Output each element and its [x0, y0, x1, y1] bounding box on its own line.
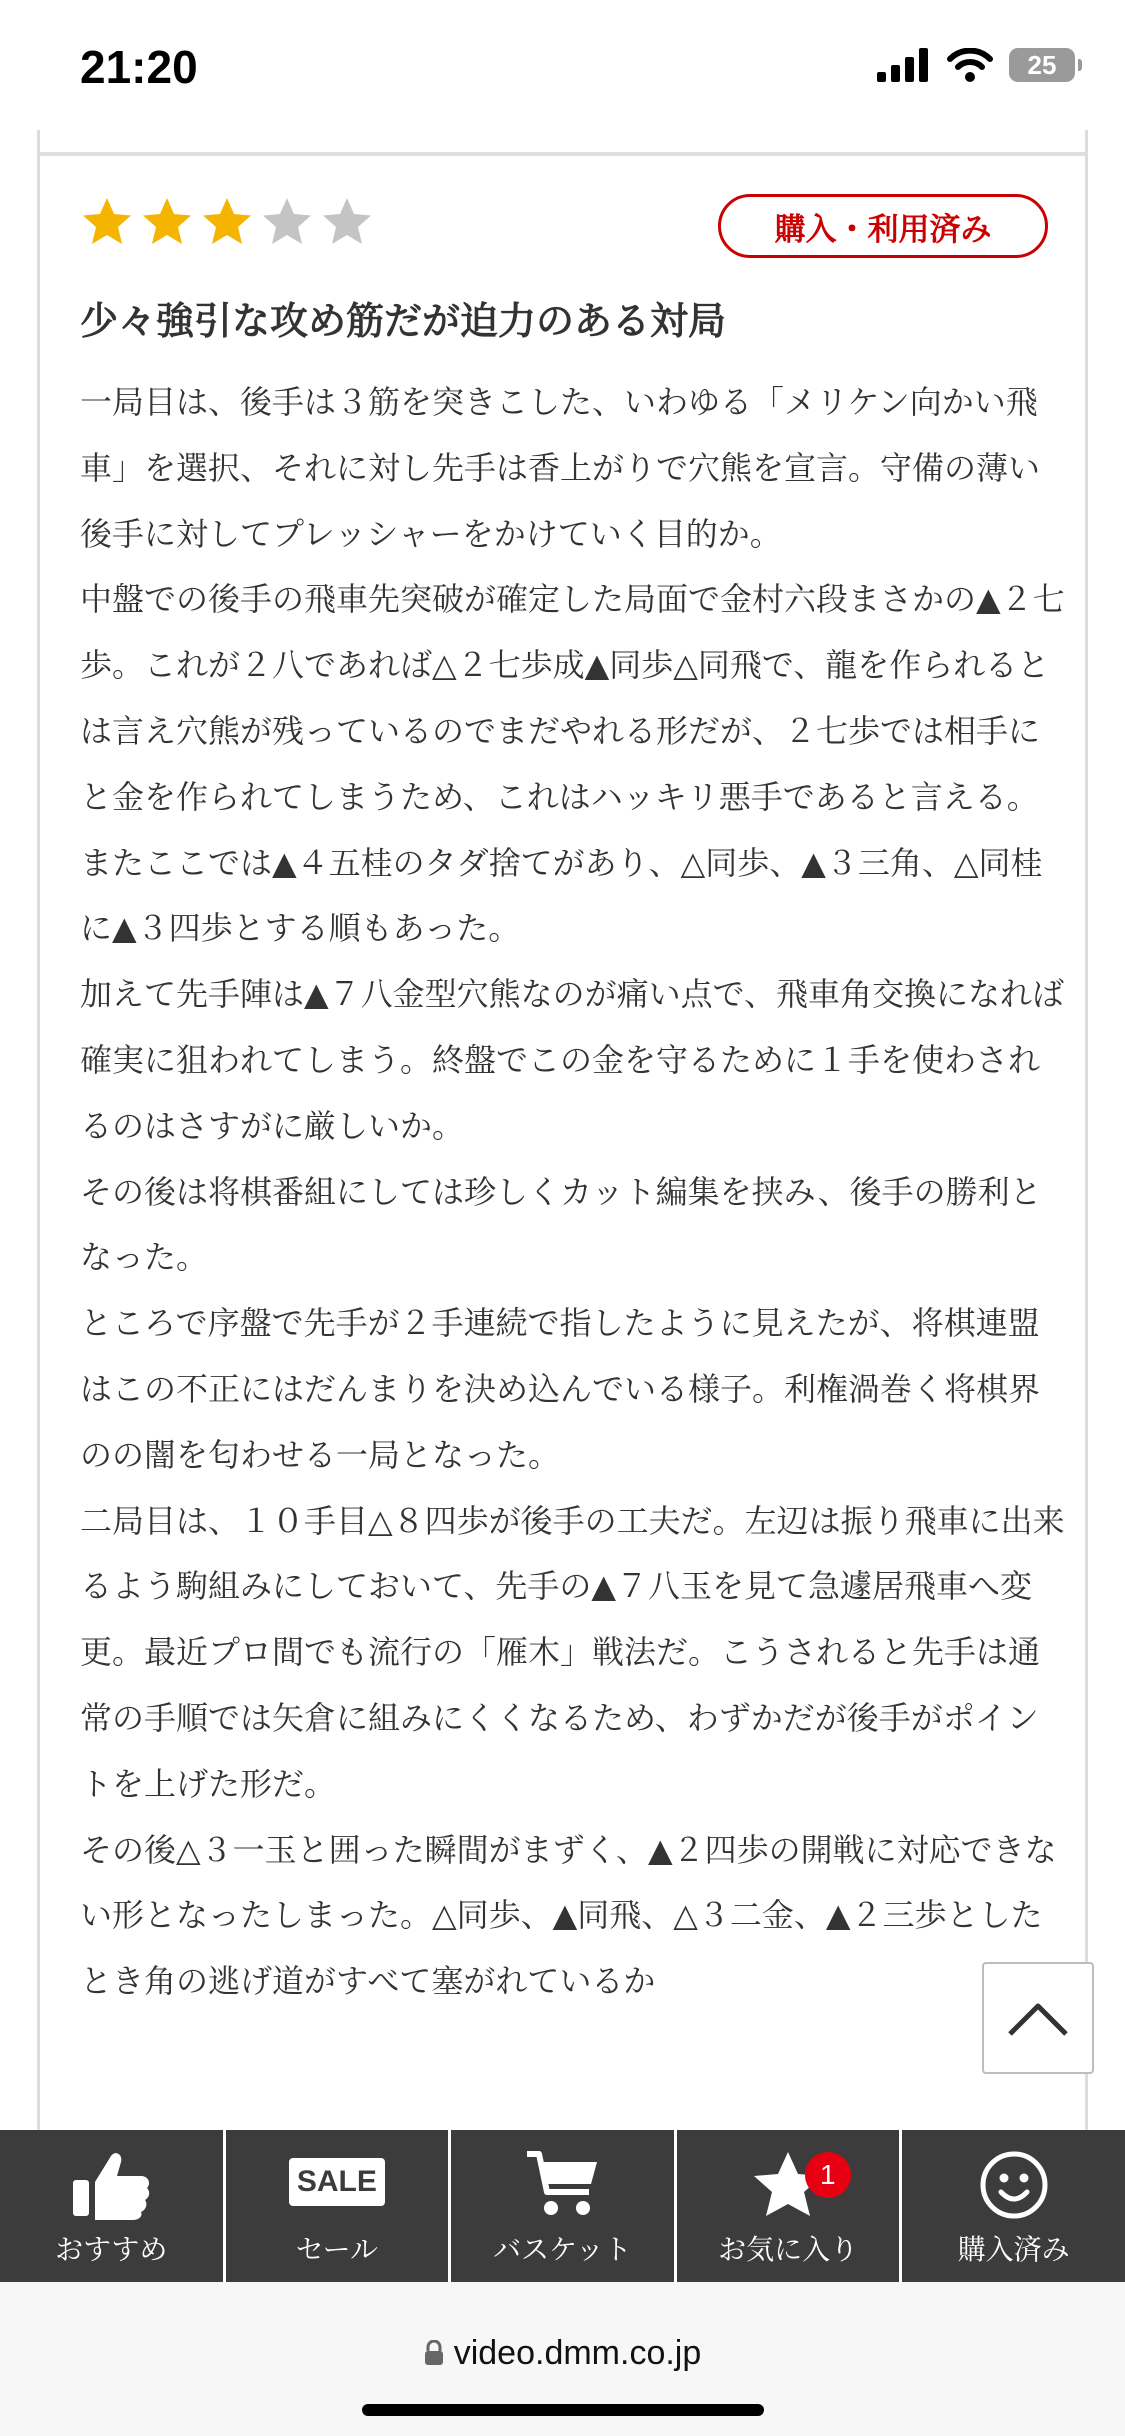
tab-purchased[interactable]: [899, 2130, 1125, 2282]
review-title: 少々強引な攻め筋だが迫力のある対局: [80, 299, 727, 343]
star-empty-icon: [321, 196, 373, 248]
url-text: video.dmm.co.jp: [453, 2334, 702, 2372]
tab-sale[interactable]: [223, 2130, 449, 2282]
tab-label: バスケット: [493, 2233, 632, 2266]
card-divider: [40, 152, 1085, 156]
star-filled-icon: [201, 196, 253, 248]
chevron-up-icon: [1006, 1998, 1070, 2038]
purchased-badge: 購入・利用済み: [718, 194, 1048, 258]
battery-level: 25: [1027, 49, 1057, 80]
cellular-signal-icon: [877, 48, 931, 82]
tab-basket[interactable]: [448, 2130, 674, 2282]
status-time: 21:20: [80, 41, 198, 93]
sale-icon: SALE: [289, 2158, 385, 2206]
star-empty-icon: [261, 196, 313, 248]
smiley-icon: [979, 2150, 1049, 2220]
status-icons: [877, 48, 1075, 82]
cart-icon: [525, 2148, 599, 2218]
tab-label: セール: [295, 2233, 379, 2266]
address-bar[interactable]: [0, 2334, 1125, 2373]
review-paragraph: ところで序盤で先手が２手連続で指したように見えたが、将棋連盟はこの不正にはだんまりを決め込んでいる様子。利権渦巻く将棋界のの闇を匂わせる一局となった。: [80, 1304, 1041, 1474]
tab-label: お気に入り: [718, 2233, 859, 2266]
battery-icon: [1009, 48, 1075, 82]
browser-bar: [0, 2282, 1125, 2436]
review-paragraph: 一局目は、後手は３筋を突きこした、いわゆる「メリケン向かい飛車」を選択、それに対し先手は香上がりで穴熊を宣言。守備の薄い後手に対してプレッシャーをかけていく目的か。: [80, 383, 1041, 553]
tab-favorites[interactable]: [674, 2130, 900, 2282]
favorites-count-badge: 1: [805, 2152, 851, 2198]
status-bar: [0, 0, 1125, 130]
review-paragraph: その後△３一玉と囲った瞬間がまずく、▲２四歩の開戦に対応できない形となったしまった。△同歩、▲同飛、△３二金、▲２三歩としたとき角の逃げ道がすべて塞がれているか: [80, 1830, 1057, 2001]
review-paragraph: 中盤での後手の飛車先突破が確定した局面で金村六段まさかの▲２七歩。これが２八であれば△２七歩成▲同歩△同飛で、龍を作られるとは言え穴熊が残っているのでまだやれる形だが、２七歩では相手にと金を作られてしまうため、これはハッキリ悪手であると言える。: [80, 580, 1065, 816]
review-paragraph: またここでは▲４五桂のタダ捨てがあり、△同歩、▲３三角、△同桂に▲３四歩とする順もあった。: [80, 843, 1043, 948]
review-paragraph: 二局目は、１０手目△８四歩が後手の工夫だ。左辺は振り飛車に出来るよう駒組みにしておいて、先手の▲７八玉を見て急遽居飛車へ変更。最近プロ間でも流行の「雁木」戦法だ。こうされると先手は通常の手順では矢倉に組みにくくなるため、わずかだが後手がポイントを上げた形だ。: [80, 1501, 1065, 1803]
lock-icon: [424, 2340, 444, 2366]
star-filled-icon: [141, 196, 193, 248]
bottom-tab-bar: [0, 2130, 1125, 2282]
thumbs-up-icon: [71, 2150, 151, 2220]
review-paragraph: その後は将棋番組にしては珍しくカット編集を挟み、後手の勝利となった。: [80, 1172, 1042, 1277]
home-indicator: [362, 2404, 764, 2416]
tab-recommended[interactable]: [0, 2130, 223, 2282]
review-body: [80, 370, 1065, 2015]
wifi-icon: [947, 48, 993, 82]
star-rating: [81, 196, 373, 248]
review-card: [37, 130, 1088, 2130]
tab-label: 購入済み: [957, 2233, 1070, 2266]
review-paragraph: 加えて先手陣は▲７八金型穴熊なのが痛い点で、飛車角交換になれば確実に狙われてしまう。終盤でこの金を守るために１手を使わされるのはさすがに厳しいか。: [80, 975, 1064, 1145]
scroll-to-top-button[interactable]: [982, 1962, 1094, 2074]
tab-label: おすすめ: [55, 2233, 168, 2266]
star-filled-icon: [81, 196, 133, 248]
